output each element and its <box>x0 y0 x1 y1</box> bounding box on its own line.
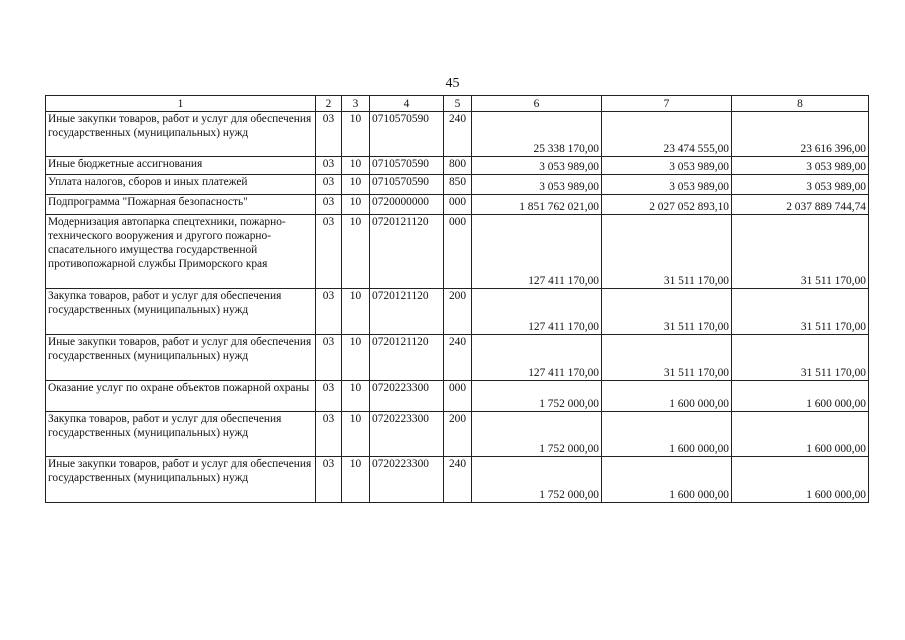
row-amount-col7: 2 027 052 893,10 <box>602 195 732 215</box>
row-amount-col6: 1 752 000,00 <box>472 457 602 503</box>
row-expense-code: 000 <box>444 195 472 215</box>
row-name: Закупка товаров, работ и услуг для обеспечения государственных (муниципальных) нужд <box>46 412 316 457</box>
row-section-code: 03 <box>316 215 342 289</box>
header-cell: 8 <box>732 96 869 112</box>
row-target-code: 0710570590 <box>370 157 444 175</box>
row-target-code: 0720121120 <box>370 335 444 381</box>
row-amount-col8: 23 616 396,00 <box>732 112 869 157</box>
row-name: Модернизация автопарка спецтехники, пожарно-технического вооружения и другого пожарно-спасательного имущества государственной противопожарной службы Приморского края <box>46 215 316 289</box>
row-amount-col7: 23 474 555,00 <box>602 112 732 157</box>
row-subsection-code: 10 <box>342 457 370 503</box>
table-row <box>46 381 869 412</box>
row-expense-code: 800 <box>444 157 472 175</box>
row-amount-col8: 1 600 000,00 <box>732 381 869 412</box>
row-section-code: 03 <box>316 381 342 412</box>
row-subsection-code: 10 <box>342 335 370 381</box>
row-amount-col8: 31 511 170,00 <box>732 335 869 381</box>
row-name: Иные закупки товаров, работ и услуг для обеспечения государственных (муниципальных) нужд <box>46 457 316 503</box>
row-target-code: 0710570590 <box>370 175 444 195</box>
row-amount-col8: 3 053 989,00 <box>732 175 869 195</box>
row-expense-code: 240 <box>444 457 472 503</box>
row-amount-col7: 31 511 170,00 <box>602 215 732 289</box>
table-row <box>46 215 869 289</box>
row-name: Уплата налогов, сборов и иных платежей <box>46 175 316 195</box>
table-row <box>46 412 869 457</box>
table-row <box>46 175 869 195</box>
row-target-code: 0720121120 <box>370 289 444 335</box>
row-amount-col7: 3 053 989,00 <box>602 175 732 195</box>
row-amount-col6: 3 053 989,00 <box>472 157 602 175</box>
row-subsection-code: 10 <box>342 215 370 289</box>
row-amount-col8: 3 053 989,00 <box>732 157 869 175</box>
row-amount-col6: 127 411 170,00 <box>472 335 602 381</box>
row-expense-code: 000 <box>444 381 472 412</box>
row-subsection-code: 10 <box>342 289 370 335</box>
row-subsection-code: 10 <box>342 195 370 215</box>
header-cell: 3 <box>342 96 370 112</box>
row-amount-col7: 1 600 000,00 <box>602 457 732 503</box>
row-section-code: 03 <box>316 412 342 457</box>
row-name: Иные закупки товаров, работ и услуг для обеспечения государственных (муниципальных) нужд <box>46 112 316 157</box>
row-target-code: 0710570590 <box>370 112 444 157</box>
table-row <box>46 157 869 175</box>
row-amount-col6: 3 053 989,00 <box>472 175 602 195</box>
row-name: Иные закупки товаров, работ и услуг для обеспечения государственных (муниципальных) нужд <box>46 335 316 381</box>
row-subsection-code: 10 <box>342 157 370 175</box>
row-amount-col6: 1 752 000,00 <box>472 381 602 412</box>
row-amount-col7: 1 600 000,00 <box>602 381 732 412</box>
header-cell: 5 <box>444 96 472 112</box>
row-amount-col7: 31 511 170,00 <box>602 289 732 335</box>
row-amount-col6: 127 411 170,00 <box>472 215 602 289</box>
row-section-code: 03 <box>316 289 342 335</box>
row-section-code: 03 <box>316 157 342 175</box>
budget-table <box>45 95 869 503</box>
header-cell: 4 <box>370 96 444 112</box>
row-name: Иные бюджетные ассигнования <box>46 157 316 175</box>
row-section-code: 03 <box>316 195 342 215</box>
row-target-code: 0720000000 <box>370 195 444 215</box>
row-amount-col8: 31 511 170,00 <box>732 215 869 289</box>
row-expense-code: 200 <box>444 289 472 335</box>
row-amount-col6: 127 411 170,00 <box>472 289 602 335</box>
row-expense-code: 240 <box>444 112 472 157</box>
row-target-code: 0720223300 <box>370 457 444 503</box>
row-section-code: 03 <box>316 335 342 381</box>
row-target-code: 0720223300 <box>370 381 444 412</box>
row-target-code: 0720121120 <box>370 215 444 289</box>
row-section-code: 03 <box>316 175 342 195</box>
table-row <box>46 289 869 335</box>
row-section-code: 03 <box>316 112 342 157</box>
header-cell: 7 <box>602 96 732 112</box>
row-name: Оказание услуг по охране объектов пожарной охраны <box>46 381 316 412</box>
row-name: Закупка товаров, работ и услуг для обеспечения государственных (муниципальных) нужд <box>46 289 316 335</box>
row-subsection-code: 10 <box>342 112 370 157</box>
row-amount-col7: 31 511 170,00 <box>602 335 732 381</box>
header-row <box>46 96 869 112</box>
table-row <box>46 195 869 215</box>
page-number: 45 <box>445 76 460 91</box>
header-cell: 2 <box>316 96 342 112</box>
row-expense-code: 850 <box>444 175 472 195</box>
row-amount-col7: 1 600 000,00 <box>602 412 732 457</box>
row-subsection-code: 10 <box>342 412 370 457</box>
row-subsection-code: 10 <box>342 381 370 412</box>
row-target-code: 0720223300 <box>370 412 444 457</box>
table-row <box>46 457 869 503</box>
row-expense-code: 200 <box>444 412 472 457</box>
header-cell: 6 <box>472 96 602 112</box>
row-amount-col8: 31 511 170,00 <box>732 289 869 335</box>
row-expense-code: 000 <box>444 215 472 289</box>
row-amount-col7: 3 053 989,00 <box>602 157 732 175</box>
row-subsection-code: 10 <box>342 175 370 195</box>
row-amount-col6: 1 851 762 021,00 <box>472 195 602 215</box>
row-amount-col6: 25 338 170,00 <box>472 112 602 157</box>
row-amount-col8: 1 600 000,00 <box>732 412 869 457</box>
header-cell: 1 <box>46 96 316 112</box>
table-row <box>46 112 869 157</box>
row-amount-col6: 1 752 000,00 <box>472 412 602 457</box>
row-expense-code: 240 <box>444 335 472 381</box>
row-amount-col8: 2 037 889 744,74 <box>732 195 869 215</box>
row-amount-col8: 1 600 000,00 <box>732 457 869 503</box>
row-name: Подпрограмма "Пожарная безопасность" <box>46 195 316 215</box>
row-section-code: 03 <box>316 457 342 503</box>
table-row <box>46 335 869 381</box>
